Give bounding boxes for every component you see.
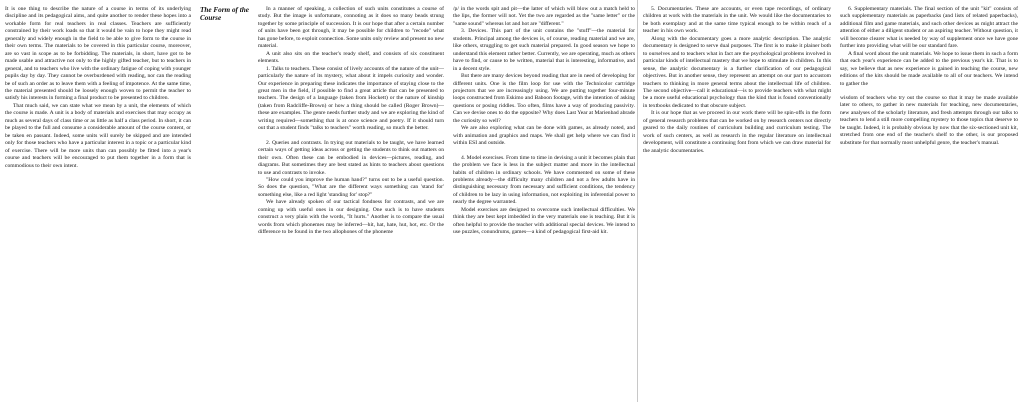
paragraph: We have already spoken of our tactical fondness for contrasts, and we are coming up with useful ones in our designing. One such is to have students construct a very plain with the words, "It hurts." Another is to compare the usual words from which phonemes may be inferred—hit, hat, hate, hut, hot, etc. Or the difference to be found in the two allophones of the phoneme <box>258 199 444 236</box>
paragraph: 5. Documentaries. These are accounts, or even tape recordings, of ordinary children at work with the materials in the unit. We would like the documentaries to be both exemplary and at the same time typical enough to be within reach of a teacher in his own work. <box>643 6 831 35</box>
paragraph: Model exercises are designed to overcome such intellectual difficulties. We think they are best kept imbedded in the very materials one is teaching. But it is often helpful to provide the teacher with additional special devices. We intend to use puzzles, conundrums, games—a kind of pedagogical first-aid kit. <box>453 206 635 236</box>
paragraph: 1. Talks to teachers. These consist of lively accounts of the nature of the unit—particularly the nature of its mystery, what about it impels curiosity and wonder. Our experience in preparing these indicates the importance of staying close to the great men in the field, if possible to find a great article that can be presented to teachers. The design of a language (taken from Hockett) or the nature of kinship (taken from Radcliffe-Brown) or how a thing should be called (Roger Brown)—these are examples. The genre needs further study and we are exploring the kind of writing required—something that is at once science and poetry. If it should turn out that a student finds "talks to teachers" worth reading, so much the better. <box>258 65 444 132</box>
paragraph: But there are many devices beyond reading that are in need of developing for different units. One is the film loop for use with the Technicolor cartridge projectors that we are increasingly using. We are putting together four-minute loops constructed from Eskimo and Baboon footage, with the intention of asking questions or posing riddles. Too often, films have a way of producing passivity. Can we devise ones to do the opposite? Why does Last Year at Marienbad abrade the curiosity so well? <box>453 73 635 124</box>
page-fold <box>637 0 638 402</box>
column-4 <box>643 6 831 155</box>
paragraph: It is our hope that as we proceed in our work there will be spin-offs in the form of general research problems that can be worked on by research centers not directly geared to the daily routines of curriculum building and curriculum testing. The work of such centers, as well as research in the regular literature on intellectual development, will constitute a continuing font from which we can draw material for the analytic documentaries. <box>643 110 831 154</box>
paragraph: That much said, we can state what we mean by a unit, the elements of which the course is made. A unit is a body of materials and exercises that may occupy as much as several days of class time or as little as half a class period. In short, it can be played to the full and consume a considerable amount of the course content, or be taken en passant. Indeed, some units will surely be skipped and are intended only for those teachers who have a particular interest in a topic or a particular kind of exercise. There will be more units than can possibly be fitted into a year's course and teachers will be encouraged to put them together in a form that is commodious to their own intent. <box>5 102 191 169</box>
paragraph: Along with the documentary goes a more analytic description. The analytic documentary is designed to serve dual purposes. The first is to make it plainer both to ourselves and to teachers what in fact are the psychological problems involved in particular kinds of intellectual mastery that we hope to stimulate in children. In this sense, the analytic documentary is a further clarification of our pedagogical objectives. But in another sense, they represent an attempt on our part to accustom teachers to thinking in more general terms about the intellectual life of children. The second objective—call it educational—is to provide teachers with what might be a more useful educational psychology than the kind that is found conventionally in textbooks dedicated to that obscure subject. <box>643 35 831 109</box>
paragraph: 3. Devices. This part of the unit contains the "stuff"—the material for students. Principal among the devices is, of course, reading material and we are, like others, struggling to get such material prepared. In good season we hope to understand this element rather better. Currently, we are operating, much as others have to find, or cause to be written, material that is interesting, informative, and in a decent style. <box>453 28 635 72</box>
paragraph: A final word about the unit materials. We hope to issue them in such a form that each year's experience can be added to the previous year's kit. That is to say, we believe that as new experience is gained in teaching the course, new editions of the kits should be made available to all of our teachers. We intend to gather the <box>840 50 1018 87</box>
paragraph: We are also exploring what can be done with games, as already noted, and with animation and graphics and maps. We shall get help where we can find it within ESI and outside. <box>453 125 635 147</box>
paragraph: 6. Supplementary materials. The final section of the unit "kit" consists of such supplementary materials as paperbacks (and lists of related paperbacks), additional film and game materials, and such other devices as might attract the attention of either a diligent student or an aspiring teacher. Without question, it will become clearer what is needed by way of supplement once we have gone further into providing what will be our standard fare. <box>840 6 1018 50</box>
paragraph: A unit also sits on the teacher's ready shelf, and consists of six constituent elements. <box>258 50 444 65</box>
paragraph: 2. Queries and contrasts. In trying out materials to be taught, we have learned certain ways of getting ideas across or getting the students to think out matters on their own. Often these can be embodied in devices—pictures, reading, and diagrams. But sometimes they are best stated as hints to teachers about questions to use and contrasts to invoke. <box>258 139 444 176</box>
paragraph: wisdom of teachers who try out the course so that it may be made available later to others, to gather in new materials for teaching, new documentaries, new analyses of the scholarly literature, and fresh attempts through our talks to teachers to lend a still more compelling mystery to those topics that deserve to be taught. Indeed, it is probably obvious by now that the six-sectioned unit kit, stretched from one end of the teacher's shelf to the other, is our proposed substitute for that normally most unhelpful genre, the teacher's manual. <box>840 94 1018 146</box>
column-1 <box>5 6 191 170</box>
column-3 <box>453 6 635 237</box>
paragraph: "How could you improve the human hand?" turns out to be a useful question. So does the question, "What are the different ways something can 'stand for' something else, like a red light 'standing for' stop?" <box>258 176 444 198</box>
section-heading: The Form of the Course <box>200 6 249 22</box>
paragraph: It is one thing to describe the nature of a course in terms of its underlying discipline and its pedagogical aims, and quite another to render these hopes into a workable form for real teachers in real classes. Teachers are sufficiently constrained by their work loads so that it would be vain to hope they might read generally and widely enough in the field to be able to give form to the course in their own terms. The materials to be covered in this particular course, moreover, are so vast in scope as to be forbidding. The materials, in short, have got to be made usable and attractive not only to the highly gifted teacher, but to teachers in general, and to teachers who live with the ordinary fatigue of coping with younger pupils day by day. They cannot be overburdened with reading, nor can the reading be of such an order as to leave them with a feeling of impotence. At the same time, the material presented should be loosely enough woven to permit the teacher to satisfy his interests in forming a final product to be presented to children. <box>5 6 191 102</box>
paragraph: In a manner of speaking, a collection of such units constitutes a course of study. But the image is unfortunate, connoting as it does so many beads strung together by some principle of succession. It is our hope that after a certain number of units have been got through, it may be possible for children to "recode" what has gone before, to exploit connection. Some units only review and present no new material. <box>258 6 444 50</box>
paragraph: /p/ in the words spit and pit—the latter of which will blow out a match held to the lips, the former will not. Yet the two are regarded as the "same letter" or the "same sound" whereas lot and hot are "different." <box>453 6 635 27</box>
paragraph: 4. Model exercises. From time to time in devising a unit it becomes plain that the problem we face is less in the subject matter and more in the intellectual habits of children in ordinary schools. We have commented on some of these problems already—the difficulty many children and not a few adults have in distinguishing necessary from necessary and sufficient conditions, the tendency of children to be lazy in using information, not exploiting its inferential power to nearly the degree warranted. <box>453 154 635 206</box>
column-5 <box>840 6 1018 147</box>
column-2 <box>258 6 444 237</box>
